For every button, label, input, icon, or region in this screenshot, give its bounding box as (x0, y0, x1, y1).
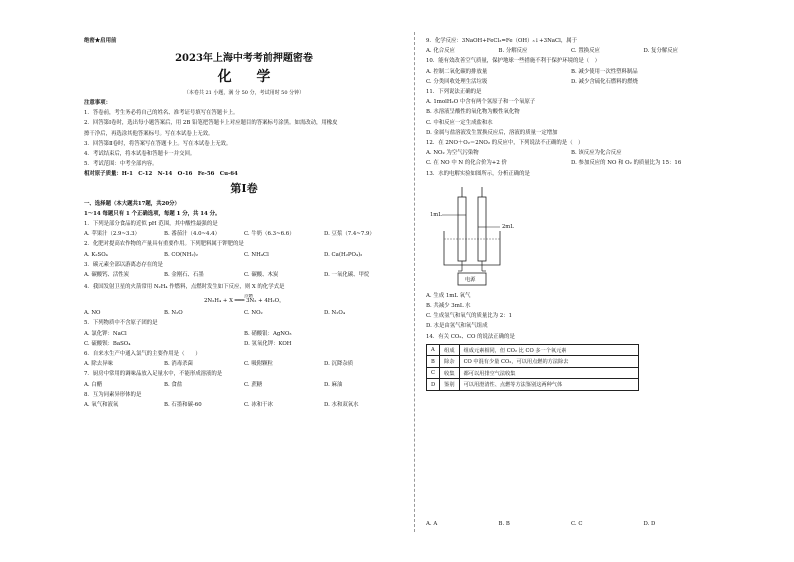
equation-text: 2N₂H₄ + X ═══ 3N₂ + 4H₂O， (204, 298, 285, 305)
question-1-options (84, 229, 404, 239)
option-d: D. 麻油 (324, 381, 343, 388)
question-12-stem: 12．在 2NO＋O₂＝2NO₂ 的反应中，下列说法不正确的是（ ） (426, 140, 584, 147)
note-item: 2．回答第Ⅰ卷时，选出每小题答案后，用 2B 铅笔把答题卡上对应题目的答案标号涂黑。如需改动，用橡皮 (84, 120, 338, 127)
atomic-masses: 相对原子质量：H-1 C-12 N-14 O-16 Fe-56 Cu-64 (84, 171, 238, 178)
row-statement: CO 中混有少量 CO₂，可以用点燃的方法除去 (459, 356, 638, 368)
question-7-stem: 7．厨房中常用的调味品放入足量水中，不能形成溶液的是 (84, 371, 223, 378)
option-c: C. 在 NO 中 N 的化合价为+2 价 (426, 160, 507, 167)
question-6-options (84, 359, 404, 369)
option-d: D. 水和双氧水 (324, 402, 359, 409)
option-b: B. 分解反应 (498, 48, 528, 55)
question-14-stem: 14．有关 CO₂、CO 的说法正确的是 (426, 333, 515, 340)
option-c: C. C (571, 521, 583, 527)
row-letter: D (427, 379, 440, 391)
option-c: C. 蔗糖 (244, 381, 263, 388)
option-a: A. 苹果汁（2.9~3.3） (84, 231, 140, 238)
option-c: C. 中和反应一定生成盐和水 (426, 119, 493, 126)
question-5-options (84, 329, 404, 339)
option-d: D. 豆浆（7.4~7.9） (324, 231, 375, 238)
table-row (427, 379, 639, 391)
question-2-stem: 2．化肥对提高农作物的产量具有重要作用。下列肥料属于钾肥的是 (84, 241, 244, 248)
option-b: B. 金刚石、石墨 (164, 272, 204, 279)
question-4-stem (84, 280, 404, 294)
electrolysis-diagram (430, 179, 530, 291)
question-1-stem: 1．下列是部分食品的近似 pH 范围，其中酸性最强的是 (84, 221, 218, 228)
question-3-stem: 3．碳元素全部以游离态存在的是 (84, 261, 163, 268)
question-6-stem: 6．自来水生产中通入氯气的主要作用是（ ） (84, 351, 201, 358)
option-d: D. 一氧化碳、甲烷 (324, 272, 370, 279)
row-topic: 除杂 (440, 356, 459, 368)
row-topic: 组成 (440, 344, 459, 356)
exam-title: 2023年上海中考考前押题密卷 (175, 53, 313, 64)
row-statement: 可以用澄清性、点燃等方法鉴别这两种气体 (459, 379, 638, 391)
row-letter: C (427, 367, 440, 379)
option-b: B. 硝酸银：AgNO₃ (244, 330, 292, 337)
row-letter: A (427, 344, 440, 356)
exam-info: （本卷共 21 小题，满 分 50 分，考试用时 50 分钟） (183, 90, 305, 96)
option-a: A. A (426, 521, 438, 527)
option-c: C. 置换反应 (571, 48, 600, 55)
notes-heading: 注意事项： (84, 100, 111, 106)
question-14-table (426, 344, 639, 391)
question-14-options (426, 521, 716, 527)
option-b: B. 石墨和碳-60 (164, 402, 202, 409)
option-a: A. 1molH₂O 中含有两个氢原子和一个氧原子 (426, 99, 536, 106)
option-b: B. 减少使用一次性塑料制品 (571, 68, 638, 75)
table-row (427, 344, 639, 356)
table-row (427, 367, 639, 379)
question-11-stem: 11．下列说法正确的是 (426, 89, 482, 96)
row-statement: 都可以用排空气法收集 (459, 367, 638, 379)
option-b: B. 消毒杀菌 (164, 361, 193, 368)
question-12-options-row2 (426, 158, 716, 168)
option-c: C. NH₄Cl (244, 251, 269, 258)
option-a: A. NO (84, 310, 101, 317)
question-12-options (426, 148, 716, 158)
column-divider (414, 32, 415, 532)
question-4-equation (84, 294, 404, 308)
question-8-stem: 8．互为同素异形体的是 (84, 391, 142, 398)
option-c: C. 碳酸、木炭 (244, 272, 279, 279)
option-d: D. 沉降杂质 (324, 361, 354, 368)
option-d: D. 参加反应的 NO 和 O₂ 的质量比为 15：16 (571, 160, 682, 167)
volume-title: 第Ⅰ卷 (230, 181, 258, 195)
table-row (427, 356, 639, 368)
option-d: D. N₂O₄ (324, 310, 346, 317)
option-a: A. 白醋 (84, 381, 103, 388)
right-volume-label: 2mL (502, 223, 514, 230)
option-d: D. 氢氧化钾：KOH (244, 340, 292, 347)
option-b: B. 该反应为化合反应 (571, 150, 622, 157)
option-d: D. 金属与盐溶液发生置换反应后，溶液的质量一定增加 (426, 129, 558, 136)
option-a: A. 化合反应 (426, 48, 455, 55)
option-b: B. N₂O (164, 310, 183, 317)
option-a: A. K₂SO₄ (84, 251, 108, 258)
note-item: 擦干净后，再选涂其他答案标号。写在本试卷上无效。 (84, 130, 214, 137)
option-b: B. 番茄汁（4.0~4.4） (164, 231, 221, 238)
secret-mark: 绝密★启用前 (84, 38, 117, 44)
option-a: A. 氯化钾：NaCl (84, 330, 127, 337)
option-c: C. 生成氢气和氧气的质量比为 2：1 (426, 313, 513, 320)
question-8-options (84, 400, 404, 410)
power-label: 电源 (465, 276, 476, 283)
question-5-options-row2 (84, 339, 404, 349)
question-9-options (426, 46, 716, 56)
option-c: C. NO₂ (244, 310, 263, 317)
question-13-stem: 13．水的电解实验如图所示，分析正确的是 (426, 170, 530, 177)
option-b: B. 共减少 3mL 水 (426, 303, 471, 310)
option-a: A. 碳酸钙、活性炭 (84, 272, 130, 279)
option-a: A. 氧气和液氧 (84, 402, 119, 409)
reaction-condition: 点燃 (244, 294, 253, 300)
option-d: D. Ca(H₂PO₄)₂ (324, 251, 363, 258)
row-letter: B (427, 356, 440, 368)
question-4-text: 4．我国发射卫星的火箭常用 N₂H₄ 作燃料，点燃时发生如下反应，则 X 的化学式是 (84, 284, 285, 291)
electrolysis-apparatus-drawing (430, 179, 530, 291)
option-d: D. 水是由氢气和氧气组成 (426, 323, 488, 330)
question-10-stem: 10．能有效改善空气质量，保护地球一些措施不利于保护环境的是（ ） (426, 58, 600, 65)
option-a: A. 除去异味 (84, 361, 113, 368)
question-5-stem: 5．下列物质中不含原子团的是 (84, 320, 158, 327)
note-item: 5．考试范围：中考全部内容。 (84, 161, 158, 168)
question-10-options (426, 67, 716, 77)
note-item: 1．答卷前，考生务必将自己的姓名、准考证号填写在答题卡上。 (84, 110, 239, 117)
row-statement: 组成元素相同，但 CO₂ 比 CO 多一个氧元素 (459, 344, 638, 356)
question-4-options (84, 308, 404, 318)
option-a: A. 生成 1mL 氧气 (426, 292, 471, 299)
section-heading: 一、选择题（本大题共17题，共20分） (84, 200, 180, 207)
option-c: C. 分类回收处理生活垃圾 (426, 78, 488, 85)
subject-title: 化 学 (217, 69, 281, 85)
question-3-options (84, 270, 404, 280)
row-topic: 收集 (440, 367, 459, 379)
option-c: C. 牛奶（6.3~6.6） (244, 231, 295, 238)
left-column (84, 36, 404, 410)
question-9-stem: 9．化学反应：3NaOH+FeCl₃=Fe（OH）₃↓+3NaCl，属于 (426, 38, 578, 44)
option-b: B. CO(NH₂)₂ (164, 251, 198, 258)
option-c: C. 冰和干冰 (244, 402, 273, 409)
option-b: B. 水溶液呈酸性的氧化物为酸性氧化物 (426, 109, 520, 116)
question-7-options (84, 380, 404, 390)
question-2-options (84, 250, 404, 260)
note-item: 4．考试结束后，将本试卷和答题卡一并交回。 (84, 151, 196, 158)
option-a: A. 控制二氧化碳的排放量 (426, 68, 488, 75)
note-item: 3．回答第Ⅱ卷时，将答案写在答题卡上。写在本试卷上无效。 (84, 140, 232, 147)
right-column (426, 36, 716, 391)
option-b: B. B (498, 521, 510, 527)
question-10-options-row2 (426, 77, 716, 87)
option-a: A. NO₂ 为空气污染物 (426, 150, 479, 157)
option-d: D. 减少含硫化石燃料的燃烧 (571, 78, 638, 85)
section-subheading: 1～14 每题只有 1 个正确选项，每题 1 分，共 14 分。 (84, 210, 221, 217)
option-b: B. 食盐 (164, 381, 183, 388)
option-c: C. 硫酸钡：BaSO₄ (84, 340, 131, 347)
option-d: D. D (643, 521, 656, 527)
option-d: D. 复分解反应 (643, 48, 679, 55)
row-topic: 鉴别 (440, 379, 459, 391)
left-volume-label: 1mL (430, 211, 442, 218)
option-c: C. 吸附颗粒 (244, 361, 273, 368)
